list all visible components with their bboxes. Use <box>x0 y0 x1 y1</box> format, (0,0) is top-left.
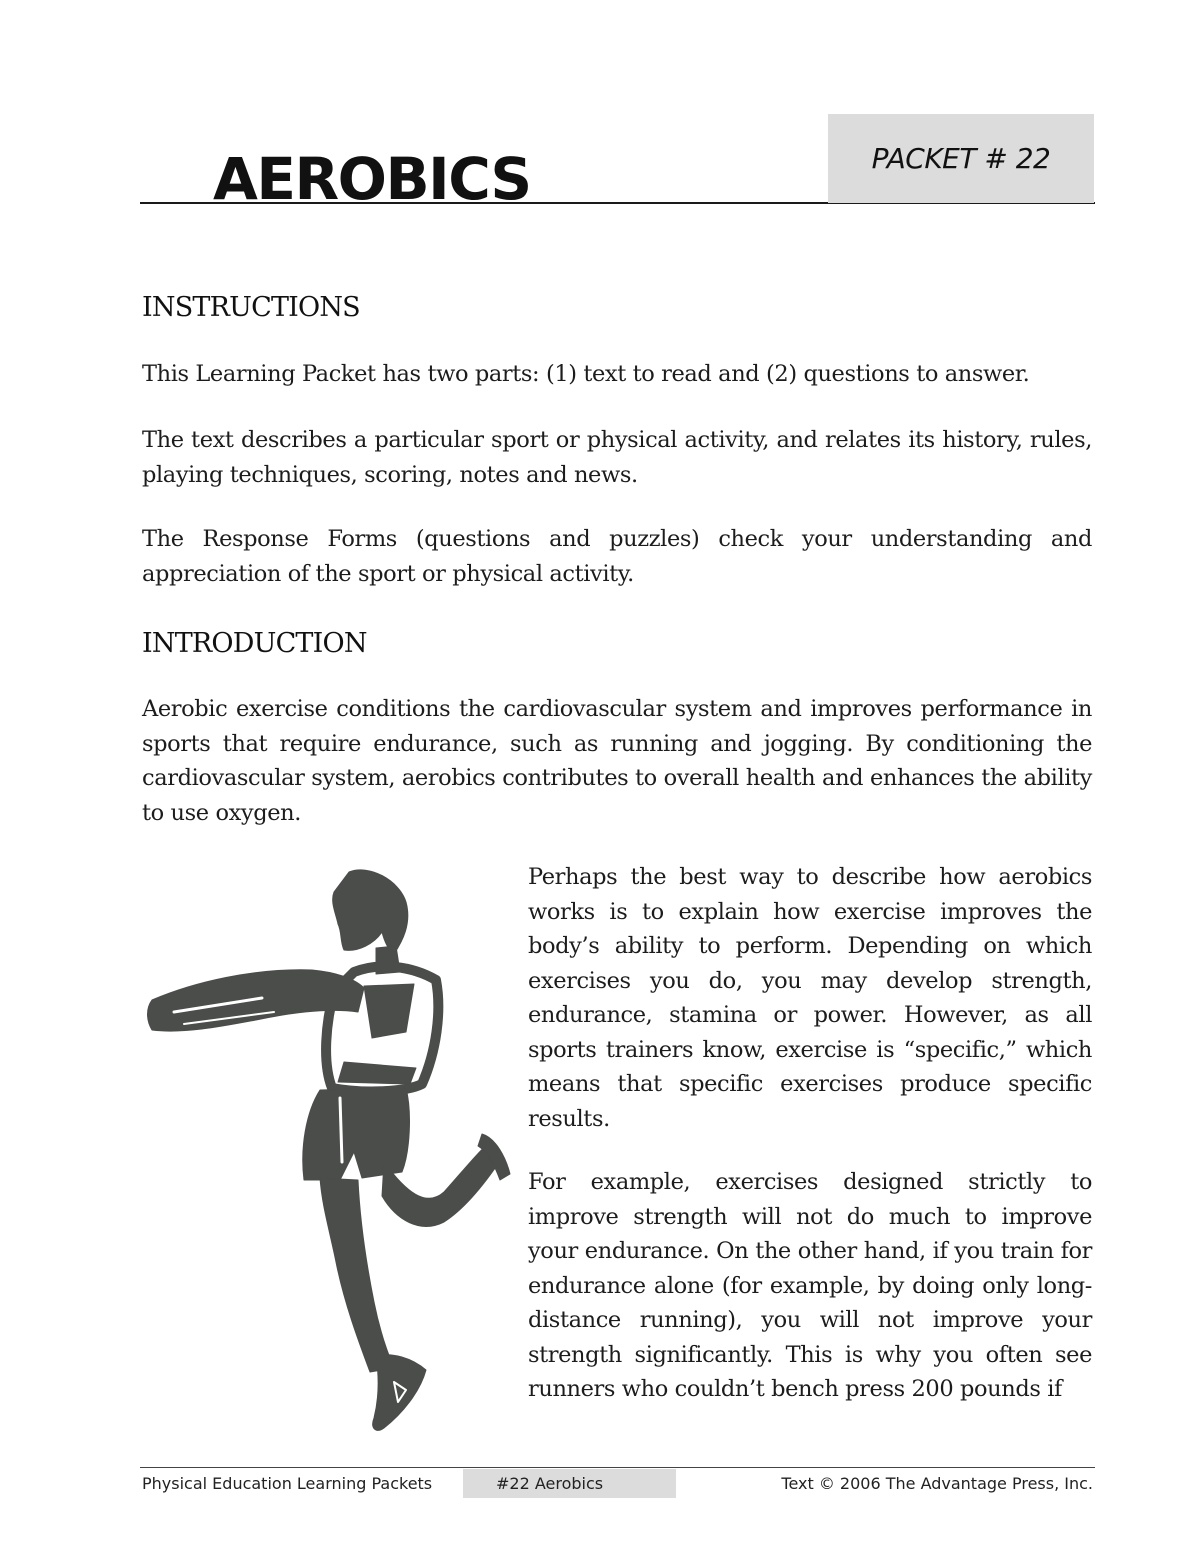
instructions-paragraph: This Learning Packet has two parts: (1) text to read and (2) questions to answer. <box>142 361 1030 387</box>
footer-rule <box>140 1467 1095 1468</box>
packet-number-badge: PACKET # 22 <box>828 114 1094 203</box>
introduction-paragraph: Perhaps the best way to describe how aerobics works is to explain how exercise improves the body’s ability to perform. Depending on which exercises you do, you may develop strength, endurance, stamina or power. However, as all sports trainers know, exercise is “specific,” which means that specific exercises produce specific results. <box>528 864 1092 1132</box>
page-title: AEROBICS <box>213 145 531 213</box>
running-athlete-illustration <box>144 862 514 1437</box>
footer-series-title: Physical Education Learning Packets <box>142 1474 433 1493</box>
footer-packet-label: #22 Aerobics <box>463 1469 676 1498</box>
introduction-heading: INTRODUCTION <box>142 628 367 659</box>
instructions-paragraph: The Response Forms (questions and puzzles) check your understanding and appreciation of the sport or physical activity. <box>142 526 1092 587</box>
instructions-heading: INSTRUCTIONS <box>142 292 360 323</box>
footer-copyright: Text © 2006 The Advantage Press, Inc. <box>781 1474 1093 1493</box>
introduction-paragraph: Aerobic exercise conditions the cardiovascular system and improves performance in sports that require endurance, such as running and jogging. By conditioning the cardiovascular system, aerobics contributes to overall health and enhances the ability to use oxygen. <box>142 696 1092 826</box>
introduction-paragraph: For example, exercises designed strictly to improve strength will not do much to improve your endurance. On the other hand, if you train for endurance alone (for example, by doing only long-distance running), you will not improve your strength significantly. This is why you often see runners who couldn’t bench press 200 pounds if <box>528 1169 1092 1402</box>
instructions-paragraph: The text describes a particular sport or physical activity, and relates its history, rules, playing techniques, scoring, notes and news. <box>142 427 1092 488</box>
